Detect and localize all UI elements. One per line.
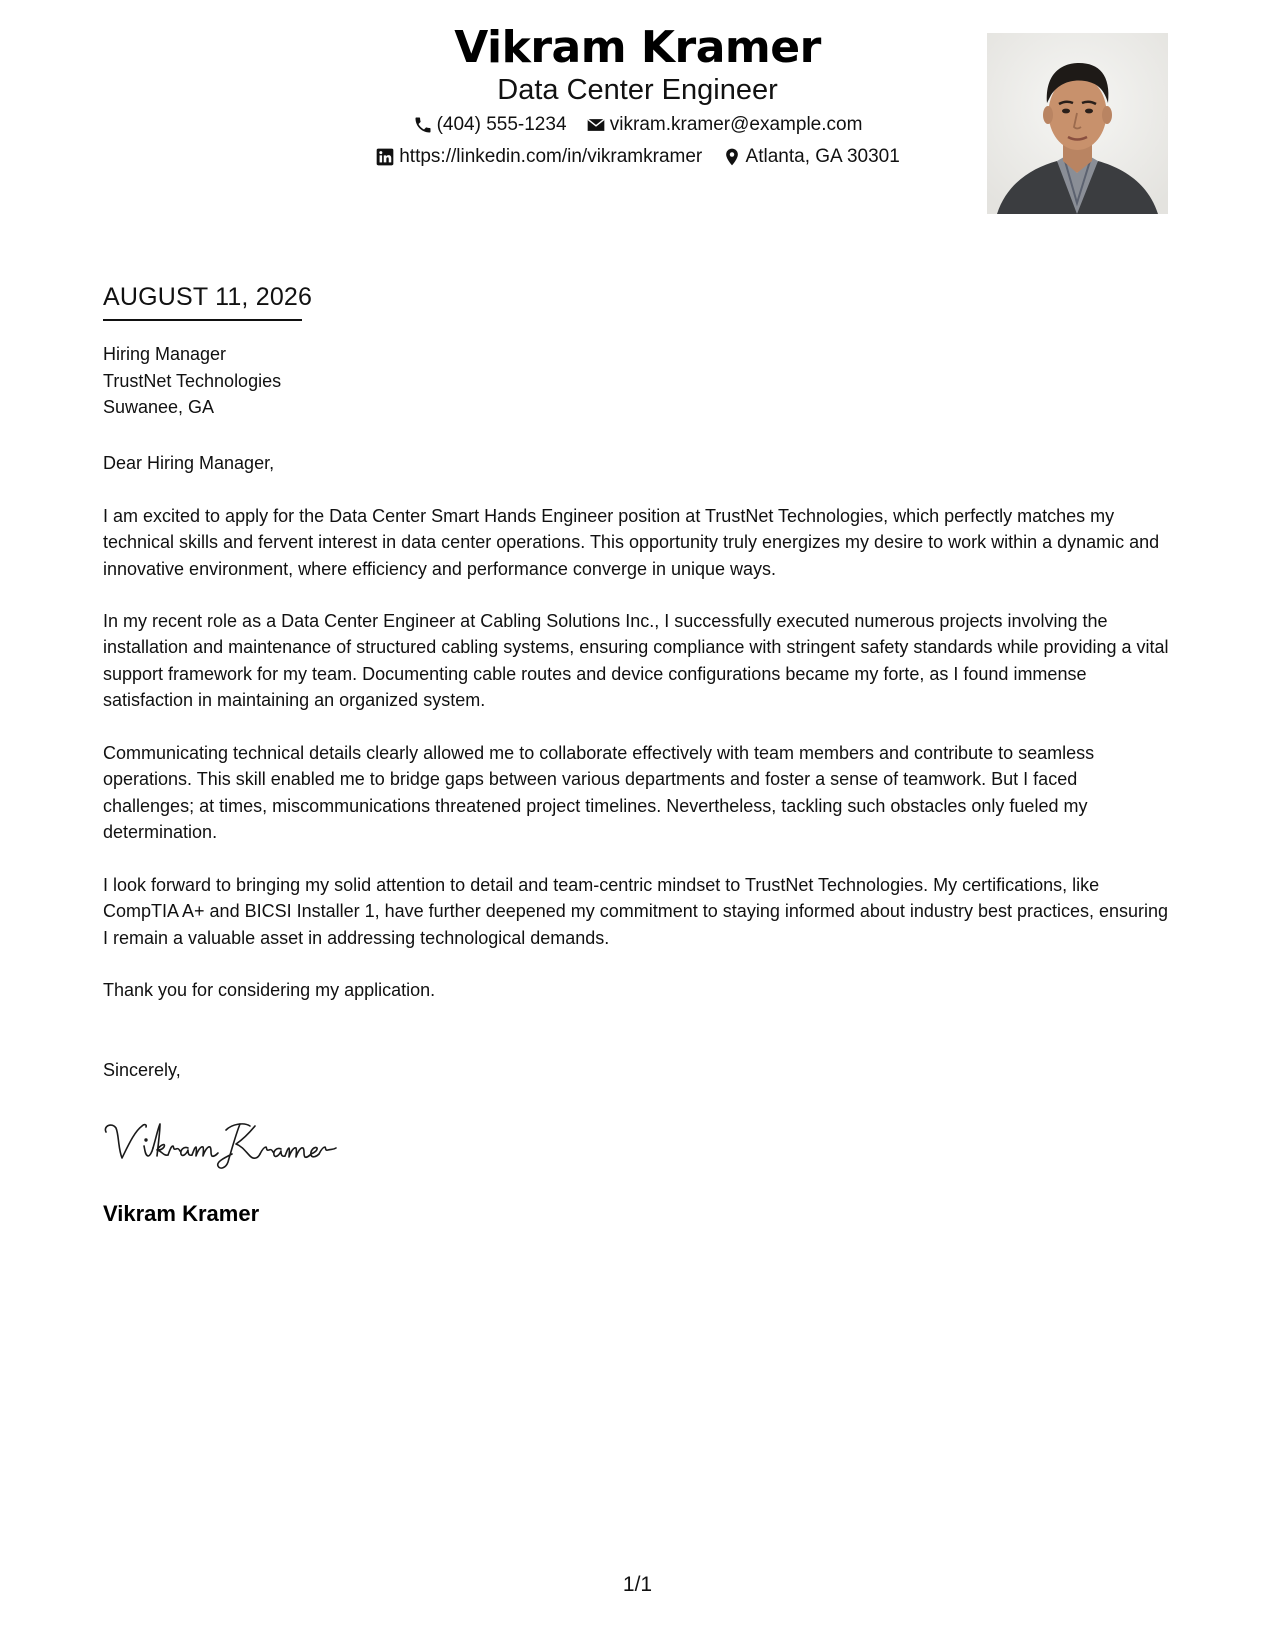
- profile-photo-image: [987, 33, 1168, 214]
- body-paragraph: Thank you for considering my application.: [103, 980, 436, 1000]
- phone-text: (404) 555-1234: [436, 114, 567, 135]
- body-paragraph: I look forward to bringing my solid attention to detail and team-centric mindset to TrustNet Technologies. My certifications, like CompTIA A+ and BICSI Installer 1, have further deepened my commitment to staying informed about industry best practices, ensuring I remain a valuable asset in addressing technological demands.: [103, 875, 1169, 948]
- recipient-title: Hiring Manager: [103, 344, 227, 364]
- phone-icon: [413, 115, 433, 135]
- applicant-headline: Data Center Engineer: [497, 74, 778, 106]
- linkedin-icon: [375, 147, 395, 167]
- date-underline: [103, 319, 302, 321]
- handwritten-signature: [100, 1110, 370, 1180]
- contact-phone[interactable]: [413, 113, 567, 137]
- location-text: Atlanta, GA 30301: [745, 146, 900, 167]
- envelope-icon: [586, 115, 606, 135]
- linkedin-text: https://linkedin.com/in/vikramkramer: [399, 146, 703, 167]
- email-text: vikram.kramer@example.com: [609, 114, 863, 135]
- contact-linkedin[interactable]: [375, 145, 702, 169]
- signer-name: Vikram Kramer: [103, 1201, 260, 1226]
- body-paragraph: Communicating technical details clearly allowed me to collaborate effectively with team members and contribute to seamless operations. This skill enabled me to bridge gaps between various departments and foster a sense of teamwork. But I faced challenges; at times, miscommunications threatened project timelines. Nevertheless, tackling such obstacles only fueled my determination.: [103, 743, 1095, 843]
- applicant-name: Vikram Kramer: [454, 22, 821, 73]
- salutation: Dear Hiring Manager,: [103, 453, 275, 473]
- letter-date: AUGUST 11, 2026: [103, 283, 313, 311]
- body-paragraph: In my recent role as a Data Center Engineer at Cabling Solutions Inc., I successfully executed numerous projects involving the installation and maintenance of structured cabling systems, ensuring compliance with stringent safety standards while providing a vital support framework for my team. Documenting cable routes and device configurations became my forte, as I found immense satisfaction in maintaining an organized system.: [103, 611, 1169, 711]
- closing: Sincerely,: [103, 1060, 181, 1080]
- contact-location: [722, 145, 900, 169]
- map-pin-icon: [722, 147, 742, 167]
- recipient-block: [103, 341, 281, 421]
- page-number: 1/1: [622, 1573, 653, 1596]
- contact-email[interactable]: [586, 113, 863, 137]
- recipient-company: TrustNet Technologies: [103, 370, 282, 391]
- letter-header: [0, 0, 1275, 230]
- body-paragraph: I am excited to apply for the Data Center Smart Hands Engineer position at TrustNet Technologies, which perfectly matches my technical skills and fervent interest in data center operations. This opportunity truly energizes my desire to work within a dynamic and innovative environment, where efficiency and performance converge in unique ways.: [103, 506, 1160, 579]
- profile-photo: [987, 33, 1168, 214]
- recipient-location: Suwanee, GA: [103, 397, 215, 417]
